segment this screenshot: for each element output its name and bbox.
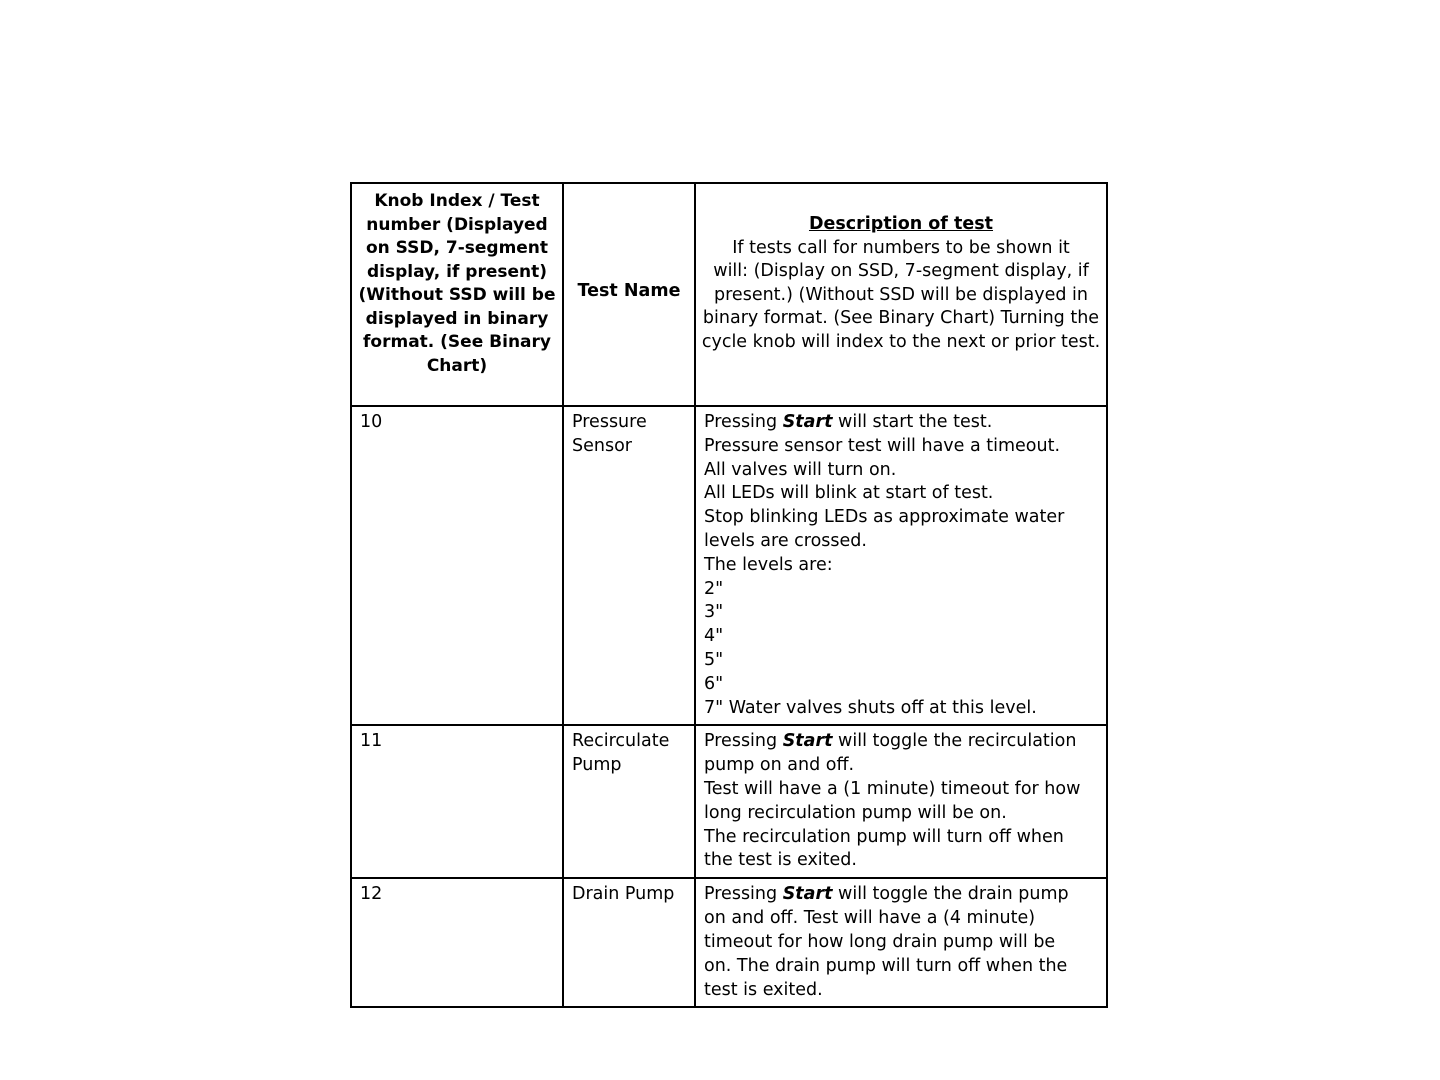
desc-text: Pressing xyxy=(704,884,783,905)
row-description-line: 3" xyxy=(704,602,724,623)
header-knob-line: displayed in binary xyxy=(365,308,549,329)
header-description-line: will: (Display on SSD, 7-segment display, if xyxy=(713,261,1089,281)
header-knob-line: Knob Index / Test xyxy=(374,191,540,211)
header-knob-line: (Without SSD will be xyxy=(358,285,556,305)
row-description xyxy=(695,406,1107,725)
test-table xyxy=(350,182,1108,1008)
header-knob-index xyxy=(351,183,563,406)
row-description-line: Stop blinking LEDs as approximate water xyxy=(704,507,1065,528)
header-description-title: Description of test xyxy=(808,214,994,234)
row-description-line: on and off. Test will have a (4 minute) xyxy=(704,908,1036,929)
row-description-line: The recirculation pump will turn off when xyxy=(704,826,1064,847)
row-description-first-line xyxy=(704,730,1100,754)
row-test-name xyxy=(563,878,695,1007)
row-test-name xyxy=(563,725,695,878)
row-description-line: test is exited. xyxy=(704,979,823,1000)
table-row xyxy=(351,725,1107,878)
row-index: 12 xyxy=(351,878,563,1007)
desc-text: will toggle the drain pump xyxy=(832,884,1069,905)
row-test-name-line: Recirculate xyxy=(572,731,670,752)
start-keyword: Start xyxy=(782,731,833,752)
header-knob-line: display, if present) xyxy=(366,261,548,282)
row-description-line: on. The drain pump will turn off when the xyxy=(704,955,1068,976)
header-description-line: cycle knob will index to the next or prior test. xyxy=(701,331,1101,352)
header-test-name: Test Name xyxy=(563,183,695,406)
start-keyword: Start xyxy=(782,884,833,905)
row-description-line: Test will have a (1 minute) timeout for how xyxy=(704,778,1081,799)
row-description-first-line xyxy=(704,411,1100,435)
row-test-name-line: Pump xyxy=(572,755,622,776)
row-description-line: 4" xyxy=(704,626,724,647)
header-description-line: present.) (Without SSD will be displayed in xyxy=(714,284,1088,305)
row-description-line: levels are crossed. xyxy=(704,530,867,551)
header-knob-line: Chart) xyxy=(426,355,488,376)
row-description-line: 2" xyxy=(704,578,724,599)
row-test-name-line: Drain Pump xyxy=(572,884,675,905)
desc-text: Pressing xyxy=(704,731,783,752)
desc-text: will start the test. xyxy=(832,412,993,432)
row-description-line: timeout for how long drain pump will be xyxy=(704,931,1056,952)
header-knob-line: on SSD, 7-segment xyxy=(365,238,549,258)
row-index: 10 xyxy=(351,406,563,725)
desc-text: will toggle the recirculation xyxy=(832,731,1077,752)
row-description-line: All LEDs will blink at start of test. xyxy=(704,483,994,504)
row-description-line: Pressure sensor test will have a timeout. xyxy=(704,435,1061,456)
row-description xyxy=(695,878,1107,1007)
row-description-line: 6" xyxy=(704,673,724,694)
row-description-line: the test is exited. xyxy=(704,850,857,871)
table-row xyxy=(351,878,1107,1007)
row-test-name-line: Pressure xyxy=(572,412,647,432)
row-test-name xyxy=(563,406,695,725)
header-description-line: If tests call for numbers to be shown it xyxy=(732,237,1070,258)
row-description-line: 7" Water valves shuts off at this level. xyxy=(704,697,1037,718)
row-description xyxy=(695,725,1107,878)
table-header-row xyxy=(351,183,1107,406)
desc-text: Pressing xyxy=(704,412,783,432)
row-description-line: 5" xyxy=(704,649,724,670)
header-description-line: binary format. (See Binary Chart) Turning the xyxy=(702,308,1100,328)
row-description-line: All valves will turn on. xyxy=(704,459,897,480)
row-description-line: long recirculation pump will be on. xyxy=(704,802,1007,823)
row-index: 11 xyxy=(351,725,563,878)
row-test-name-line: Sensor xyxy=(572,435,632,456)
start-keyword: Start xyxy=(782,412,833,432)
header-knob-line: number (Displayed xyxy=(366,214,548,235)
row-description-line: pump on and off. xyxy=(704,755,855,776)
row-description-line: The levels are: xyxy=(704,554,833,575)
table-row xyxy=(351,406,1107,725)
row-description-first-line xyxy=(704,883,1100,907)
header-knob-line: format. (See Binary xyxy=(363,332,551,352)
header-description xyxy=(695,183,1107,406)
